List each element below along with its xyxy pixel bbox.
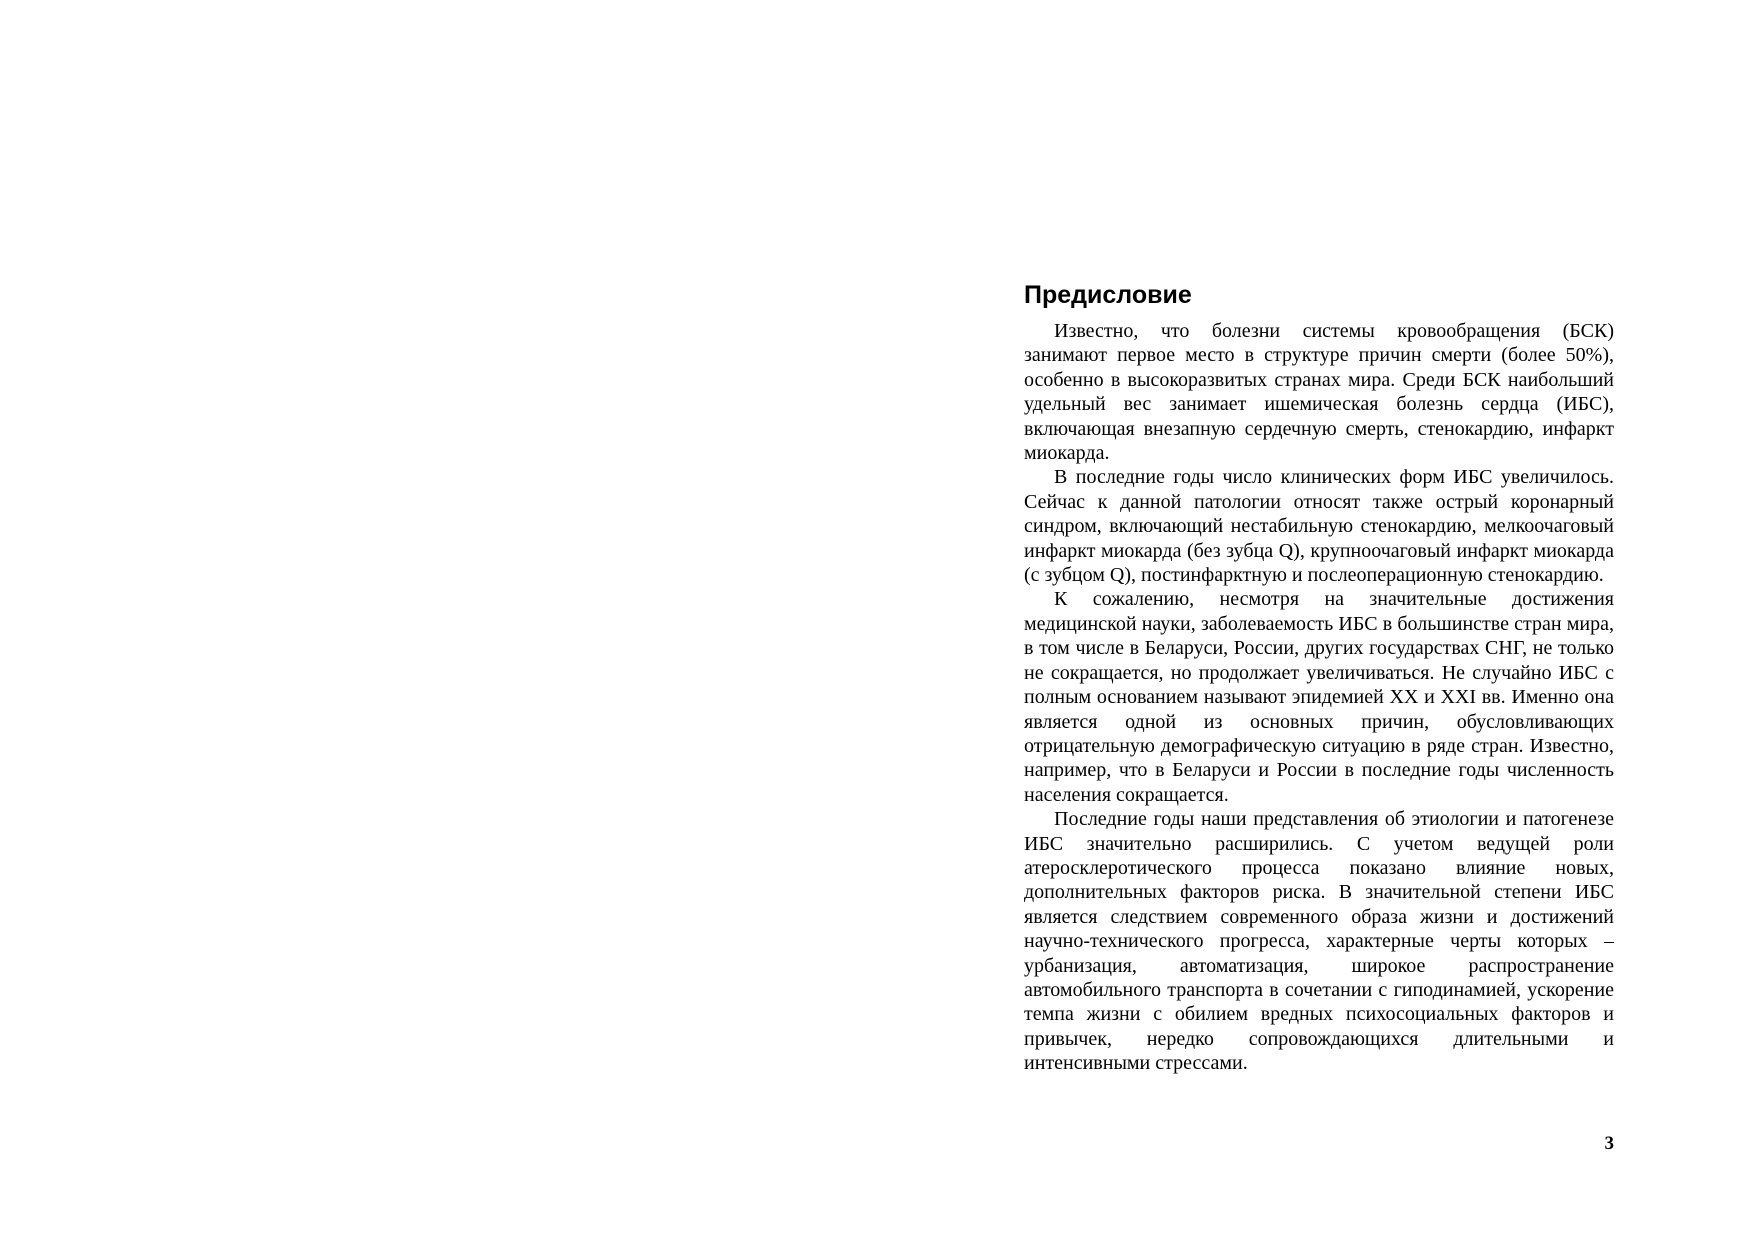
- body-text: [1024, 319, 1614, 1076]
- paragraph: Известно, что болезни системы кровообращения (БСК) занимают первое место в структуре причин смерти (более 50%), особенно в высокоразвитых странах мира. Среди БСК наибольший удельный вес занимает ишемическая болезнь сердца (ИБС), включающая внезапную сердечную смерть, стенокардию, инфаркт миокарда.: [1024, 320, 1614, 465]
- paragraph: В последние годы число клинических форм ИБС увеличилось. Сейчас к данной патологии относят также острый коронарный синдром, включающий нестабильную стенокардию, мелкоочаговый инфаркт миокарда (без зубца Q), крупноочаговый инфаркт миокарда (с зубцом Q), постинфарктную и послеоперационную стенокардию.: [1024, 466, 1614, 587]
- page-number: 3: [1604, 1133, 1614, 1154]
- page-title: Предисловие: [1024, 281, 1192, 309]
- paragraph: К сожалению, несмотря на значительные достижения медицинской науки, заболеваемость ИБС в большинстве стран мира, в том числе в Беларуси, России, других государствах СНГ, не только не сокращается, но продолжает увеличиваться. Не случайно ИБС с полным основанием называют эпидемией XX и XXI вв. Именно она является одной из основных причин, обусловливающих отрицательную демографическую ситуацию в ряде стран. Известно, например, что в Беларуси и России в последние годы численность населения сокращается.: [1024, 588, 1614, 806]
- paragraph: Последние годы наши представления об этиологии и патогенезе ИБС значительно расширились. С учетом ведущей роли атеросклеротического процесса показано влияние новых, дополнительных факторов риска. В значительной степени ИБС является следствием современного образа жизни и достижений научно-технического прогресса, характерные черты которых – урбанизация, автоматизация, широкое распространение автомобильного транспорта в сочетании с гиподинамией, ускорение темпа жизни с обилием вредных психосоциальных факторов и привычек, нередко сопровождающихся длительными и интенсивными стрессами.: [1024, 808, 1614, 1075]
- left-page-blank: [0, 0, 875, 1240]
